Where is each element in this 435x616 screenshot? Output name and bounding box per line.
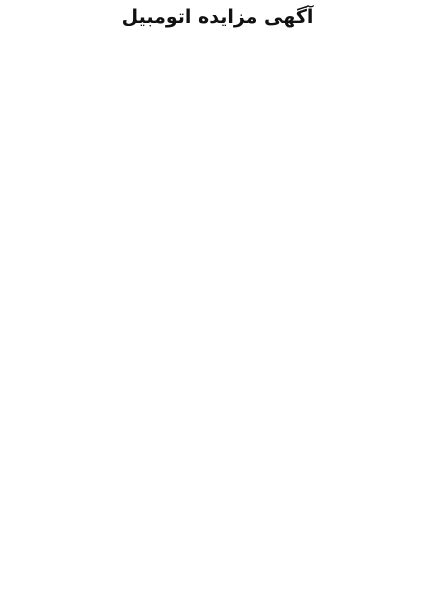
auction-notice <box>6 4 429 612</box>
notice-title: آگهی مزایده اتومبیل <box>121 6 314 28</box>
